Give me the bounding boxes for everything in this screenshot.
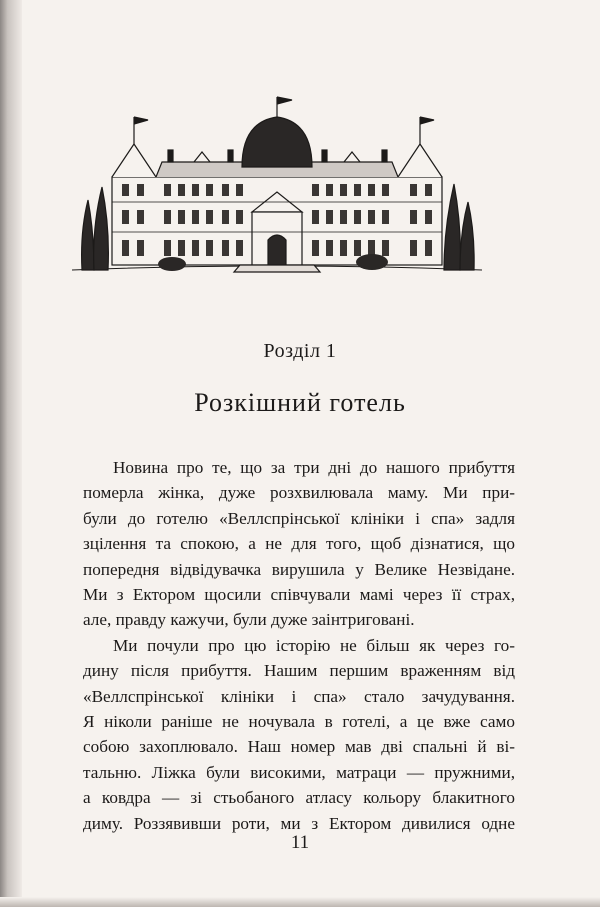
text-line: дину після прибуття. Нашим першим враженням від [83,661,515,681]
page-bottom-edge [0,897,600,907]
chapter-title: Розкішний готель [194,388,406,417]
paragraph [83,455,515,633]
text-line: тальню. Ліжка були високими, матраци — пружними, [83,762,515,782]
text-line: попередня відвідувачка вирушила у Велике Незвідане. [83,559,515,579]
paragraph [83,633,515,836]
page-number: 11 [290,832,310,853]
hotel-illustration [72,92,482,282]
text-line: Ми почули про цю історію не більш як через го- [113,635,515,655]
page-gutter-shadow [0,0,22,907]
chapter-label: Розділ 1 [263,340,337,362]
text-line: Я ніколи раніше не ночувала в готелі, а це вже само [83,712,515,732]
text-line: були до готелю «Веллспрінської клініки і спа» задля [83,508,515,528]
text-line: зцілення та спокою, а не для того, щоб дізнатися, що [83,534,515,554]
text-line: «Веллспрінської клініки і спа» стало зачудування. [83,686,515,706]
body-text [83,455,515,836]
text-line: собою захоплювало. Наш номер мав дві спальні й ві- [83,737,515,757]
text-line: Ми з Ектором щосили співчували мамі через її страх, [83,585,515,605]
text-line: померла жінка, дуже розхвилювала маму. Ми при- [83,483,515,503]
text-line: диму. Роззявивши роти, ми з Ектором дивилися одне [83,813,515,833]
text-line: Новина про те, що за три дні до нашого прибуття [113,458,515,477]
text-line: але, правду кажучи, були дуже заінтриговані. [83,610,415,630]
text-line: а ковдра — зі стьобаного атласу кольору блакитного [83,788,515,808]
